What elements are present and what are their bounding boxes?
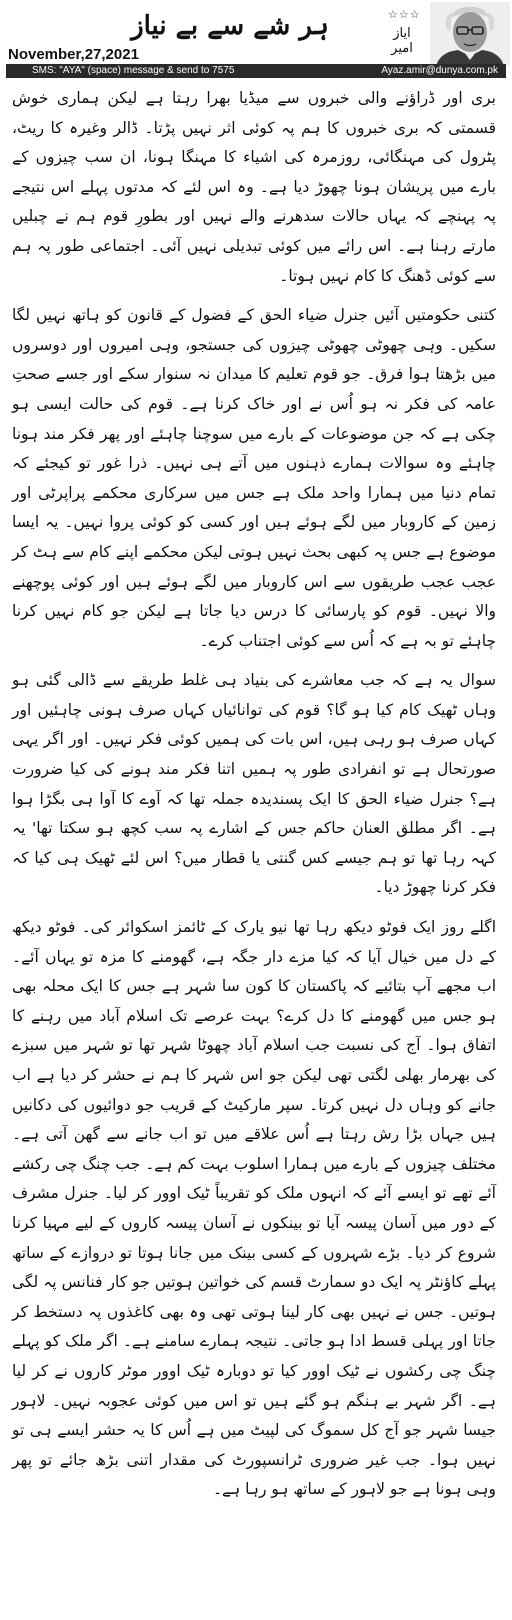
contact-bar	[6, 64, 506, 78]
rating-stars: ☆☆☆	[388, 8, 421, 21]
article-paragraph: بری اور ڈراؤنے والی خبروں سے میڈیا بھرا رہتا ہے لیکن ہماری خوش قسمتی کہ بری خبروں کا ہم پہ کوئی اثر نہیں پڑتا۔ ڈالر وغیرہ کا ریٹ، پٹرول کی مہنگائی، روزمرہ کی اشیاء کا مہنگا ہونا، ان سب چیزوں کے بارے میں پریشان ہونا چھوڑ دیا ہے۔ وہ اس لئے کہ مدتوں پہلے اس نتیجے پہ پہنچے کہ یہاں حالات سدھرنے والے نہیں اور بطورِ قوم ہم نے چبلیں مارتے رہنا ہے۔ اس رائے میں کوئی تبدیلی نہیں آئی۔ اجتماعی طور پہ ہم سے کوئی ڈھنگ کا کام نہیں ہوتا۔	[12, 89, 496, 285]
author-portrait	[430, 2, 510, 66]
column-title: ہر شے سے بے نیاز	[131, 11, 329, 41]
column-header	[0, 0, 512, 78]
author-photo-icon	[430, 2, 510, 66]
article-body	[12, 84, 496, 1515]
sms-instruction: SMS: "AYA" (space) message & send to 7575	[32, 65, 235, 76]
article-paragraph: کتنی حکومتیں آئیں جنرل ضیاء الحق کے فضول کے قانون کو ہاتھ نہیں لگا سکیں۔ وہی چھوٹی چھوٹی چیزوں کی جستجو، وہی امیروں اور دوسروں میں بڑھتا ہوا فرق۔ جو قوم تعلیم کا میدان نہ سنوار سکے اور جسے صحتِ عامہ کی فکر نہ ہو اُس نے اور خاک کرنا ہے۔ قوم کی حالت ایسی ہو چکی ہے کہ جن موضوعات کے بارے میں سوچنا چاہئے اور پھر فکر مند ہونا چاہئے وہ سوالات ہمارے ذہنوں میں آتے ہی نہیں۔ ذرا غور تو کیجئے کہ تمام دنیا میں ہمارا واحد ملک ہے جس میں سرکاری محکمے پراپرٹی اور زمین کے کاروبار میں لگے ہوئے ہیں اور کسی کو کوئی پروا نہیں۔ یہ ایسا موضوع ہے جس پہ کبھی بحث نہیں ہوتی لیکن محکمے اپنے کام سے ہٹ کر عجب عجب طریقوں سے اس کاروبار میں لگے ہوئے ہیں اور کوئی پوچھنے والا نہیں۔ قوم کو پارسائی کا درس دیا جاتا ہے لیکن جو کام نہیں کرنا چاہئے تو بہ ہے کہ اُس سے کوئی اجتناب کرے۔	[12, 306, 496, 650]
publish-date: November,27,2021	[8, 46, 139, 63]
article-paragraph: سوال یہ ہے کہ جب معاشرے کی بنیاد ہی غلط طریقے سے ڈالی گئی ہو وہاں ٹھیک کام کیا ہو گا؟ قوم کی توانائیاں کہاں صرف ہونی چاہئیں اور کہاں صرف ہو رہی ہیں، اس بات کی ہمیں کوئی فکر نہیں۔ اور اگر یہی صورتحال ہے تو انفرادی طور پہ ہمیں اتنا فکر مند ہونے کی کیا ضرورت ہے؟ جنرل ضیاء الحق کا ایک پسندیدہ جملہ تھا کہ آوے کا آوا ہی بگڑا ہوا ہے۔ اگر مطلق العنان حاکم جس کے اشارے پہ سب کچھ ہو سکتا تھا' یہ کہہ رہا تھا تو ہم جیسے کس گنتی یا قطار میں؟ اس لئے ٹھیک ہی کیا کہ فکر کرنا چھوڑ دیا۔	[12, 671, 496, 897]
article-paragraph: اگلے روز ایک فوٹو دیکھ رہا تھا نیو یارک کے ٹائمز اسکوائر کی۔ فوٹو دیکھ کے دل میں خیال آیا کہ کیا مزے دار جگہ ہے، گھومنے کا مزہ تو یہاں آئے۔ اب مجھے آپ بتائیے کہ پاکستان کا کون سا شہر ہے جس کا ایک محلہ بھی ہو جس میں گھومنے کا دل کرے؟ بہت عرصے تک اسلام آباد میں رہنے کا اتفاق ہوا۔ آج کی نسبت جب اسلام آباد چھوٹا شہر تھا تو شہر میں سبزے کی بھرمار بھلی لگتی تھی لیکن جو اس شہر کا ہم نے حشر کر دیا ہے اب جانے کو وہاں دل نہیں کرتا۔ سپر مارکیٹ کے قریب جو دوائیوں کی دکانیں ہیں جہاں بڑا رش رہتا ہے اُس علاقے میں تو اب جانے سے گھن آتی ہے۔ مختلف چیزوں کے بارے میں ہمارا اسلوب بہت کم ہے۔ جب چنگ چی رکشے آئے تھے تو ایسے آئے کہ انہوں ملک کو تقریباً ٹیک اوور کر لیا۔ جنرل مشرف کے دور میں آسان پیسہ آیا تو بینکوں نے آسان پیسہ کاروں کے لیے مہیا کرنا شروع کر دیا۔ بڑے شہروں کے کسی بینک میں جانا ہوتا تو دروازے کے ساتھ پہلے کاؤنٹر پہ ایک دو سمارٹ قسم کی خواتین ہوتیں جو کار فنانس پہ لگی ہوتیں۔ جس نے نہیں بھی کار لینا ہوتی تھی وہ بھی کاغذوں پہ دستخط کر جاتا اور پہلی قسط ادا ہو جاتی۔ نتیجہ ہمارے سامنے ہے۔ اگر ملک کو پہلے چنگ چی رکشوں نے ٹیک اوور کیا تو دوبارہ ٹیک اوور موٹر کاروں نے کر لیا ہے۔ اگر شہر بے ہنگم ہو گئے ہیں تو اس میں کوئی عجوبہ نہیں۔ لاہور جیسا شہر جو آج کل سموگ کی لپیٹ میں ہے اُس کا یہ حشر ایسے ہی تو نہیں ہوا۔ جب غیر ضروری ٹرانسپورٹ کی مقدار اتنی بڑھ جائے تو پھر وہی ہونا ہے جو لاہور کے ساتھ ہو رہا ہے۔	[12, 918, 496, 1499]
author-email: Ayaz.amir@dunya.com.pk	[381, 65, 498, 76]
author-name: ایاز امیر	[391, 26, 413, 56]
